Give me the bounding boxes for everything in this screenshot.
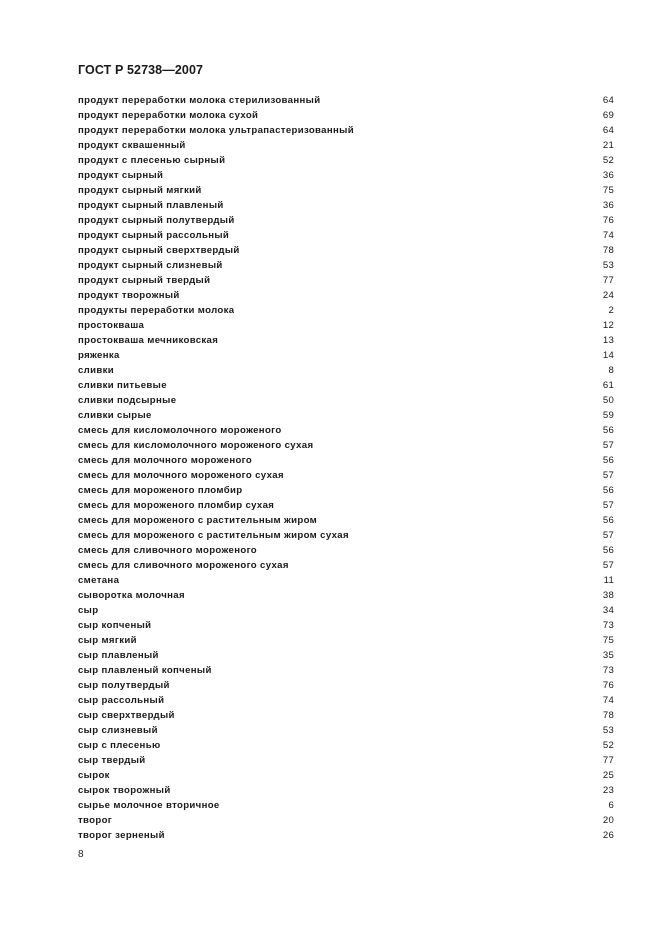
index-entry	[78, 258, 614, 273]
index-entry	[78, 168, 614, 183]
index-term: сыр плавленый	[78, 650, 159, 661]
index-entry	[78, 453, 614, 468]
index-page-ref: 50	[602, 395, 614, 406]
index-term: смесь для кисломолочного мороженого сухая	[78, 440, 314, 451]
index-entry	[78, 378, 614, 393]
index-term: сыр плавленый копченый	[78, 665, 212, 676]
index-term: продукт переработки молока стерилизованный	[78, 95, 321, 106]
index-term: простокваша мечниковская	[78, 335, 219, 346]
index-entry	[78, 408, 614, 423]
index-entry	[78, 783, 614, 798]
index-term: творог	[78, 815, 113, 826]
index-entry	[78, 588, 614, 603]
index-page-ref: 6	[608, 800, 614, 811]
index-entry	[78, 423, 614, 438]
index-term: продукт переработки молока сухой	[78, 110, 259, 121]
index-entry	[78, 498, 614, 513]
index-term: сметана	[78, 575, 120, 586]
index-term: смесь для кисломолочного мороженого	[78, 425, 282, 436]
index-page-ref: 77	[602, 755, 614, 766]
index-page-ref: 52	[602, 740, 614, 751]
index-term: сыр слизневый	[78, 725, 158, 736]
index-page-ref: 23	[602, 785, 614, 796]
index-entry	[78, 528, 614, 543]
index-entry	[78, 198, 614, 213]
index-entry	[78, 813, 614, 828]
index-term: продукт сырный твердый	[78, 275, 211, 286]
index-term: сыр сверхтвердый	[78, 710, 175, 721]
index-entry	[78, 693, 614, 708]
index-page-ref: 25	[602, 770, 614, 781]
index-page-ref: 8	[608, 365, 614, 376]
index-term: продукт сквашенный	[78, 140, 186, 151]
index-entry	[78, 738, 614, 753]
index-page-ref: 38	[602, 590, 614, 601]
index-term: смесь для молочного мороженого сухая	[78, 470, 284, 481]
index-entry	[78, 768, 614, 783]
index-page-ref: 56	[602, 515, 614, 526]
index-entry	[78, 618, 614, 633]
index-entry	[78, 708, 614, 723]
index-page-ref: 76	[602, 215, 614, 226]
index-term: смесь для мороженого с растительным жиром	[78, 515, 318, 526]
index-page-ref: 75	[602, 185, 614, 196]
index-page-ref: 56	[602, 545, 614, 556]
index-term: сливки подсырные	[78, 395, 177, 406]
index-page-ref: 56	[602, 425, 614, 436]
index-term: смесь для сливочного мороженого	[78, 545, 257, 556]
index-entry	[78, 513, 614, 528]
index-page-ref: 78	[602, 245, 614, 256]
index-page-ref: 57	[602, 470, 614, 481]
index-entry	[78, 483, 614, 498]
index-term: продукт сырный слизневый	[78, 260, 223, 271]
page-number: 8	[78, 849, 84, 860]
index-entry	[78, 213, 614, 228]
index-page-ref: 57	[602, 530, 614, 541]
index-page-ref: 61	[602, 380, 614, 391]
index-page-ref: 34	[602, 605, 614, 616]
index-term: продукт сырный рассольный	[78, 230, 230, 241]
index-term: творог зерненый	[78, 830, 165, 841]
index-page-ref: 74	[602, 230, 614, 241]
page-title: ГОСТ Р 52738—2007	[78, 63, 204, 77]
index-page-ref: 36	[602, 200, 614, 211]
index-term: продукт переработки молока ультрапастеризованный	[78, 125, 354, 136]
index-page-ref: 20	[602, 815, 614, 826]
index-entry	[78, 93, 614, 108]
index-entry	[78, 348, 614, 363]
index-entry	[78, 663, 614, 678]
index-page-ref: 64	[602, 95, 614, 106]
index-term: сыр твердый	[78, 755, 146, 766]
index-entry	[78, 303, 614, 318]
index-page-ref: 69	[602, 110, 614, 121]
index-entry	[78, 603, 614, 618]
index-term: продукт с плесенью сырный	[78, 155, 226, 166]
index-page-ref: 12	[602, 320, 614, 331]
index-page-ref: 74	[602, 695, 614, 706]
index-entry	[78, 723, 614, 738]
index-term: смесь для мороженого с растительным жиром сухая	[78, 530, 349, 541]
index-entry	[78, 108, 614, 123]
index-page-ref: 77	[602, 275, 614, 286]
index-entry	[78, 648, 614, 663]
index-entry	[78, 363, 614, 378]
index-page-ref: 35	[602, 650, 614, 661]
index-entry	[78, 138, 614, 153]
index-term: сырок	[78, 770, 110, 781]
index-term: продукт творожный	[78, 290, 180, 301]
index-entry	[78, 243, 614, 258]
index-term: сыр	[78, 605, 99, 616]
index-entry	[78, 393, 614, 408]
index-entry	[78, 543, 614, 558]
index-page-ref: 36	[602, 170, 614, 181]
index-entry	[78, 798, 614, 813]
index-entry	[78, 333, 614, 348]
index-term: сливки	[78, 365, 115, 376]
index-term: сыр копченый	[78, 620, 152, 631]
alphabetical-index	[78, 93, 614, 843]
index-entry	[78, 288, 614, 303]
index-term: сырок творожный	[78, 785, 171, 796]
index-term: простокваша	[78, 320, 145, 331]
index-entry	[78, 753, 614, 768]
index-page-ref: 52	[602, 155, 614, 166]
index-entry	[78, 153, 614, 168]
index-page-ref: 76	[602, 680, 614, 691]
index-page-ref: 56	[602, 455, 614, 466]
index-term: сырье молочное вторичное	[78, 800, 220, 811]
index-entry	[78, 633, 614, 648]
index-entry	[78, 468, 614, 483]
index-page-ref: 13	[602, 335, 614, 346]
index-term: смесь для молочного мороженого	[78, 455, 253, 466]
index-page-ref: 2	[608, 305, 614, 316]
index-entry	[78, 123, 614, 138]
index-term: сыр мягкий	[78, 635, 137, 646]
index-term: продукт сырный плавленый	[78, 200, 224, 211]
index-term: смесь для мороженого пломбир сухая	[78, 500, 275, 511]
index-term: смесь для мороженого пломбир	[78, 485, 243, 496]
index-page-ref: 78	[602, 710, 614, 721]
index-term: продукт сырный полутвердый	[78, 215, 235, 226]
index-term: ряженка	[78, 350, 120, 361]
index-page-ref: 53	[602, 725, 614, 736]
index-entry	[78, 828, 614, 843]
index-entry	[78, 438, 614, 453]
index-page-ref: 26	[602, 830, 614, 841]
index-page-ref: 14	[602, 350, 614, 361]
index-term: сливки сырые	[78, 410, 152, 421]
index-page-ref: 59	[602, 410, 614, 421]
index-term: сыр с плесенью	[78, 740, 161, 751]
index-term: продукт сырный сверхтвердый	[78, 245, 240, 256]
index-entry	[78, 678, 614, 693]
index-page-ref: 24	[602, 290, 614, 301]
index-term: сыр рассольный	[78, 695, 165, 706]
index-entry	[78, 273, 614, 288]
index-page-ref: 21	[602, 140, 614, 151]
index-page-ref: 73	[602, 665, 614, 676]
index-page-ref: 11	[603, 575, 614, 586]
index-term: продукты переработки молока	[78, 305, 235, 316]
index-page-ref: 57	[602, 440, 614, 451]
index-page-ref: 64	[602, 125, 614, 136]
index-term: продукт сырный	[78, 170, 164, 181]
index-term: сыворотка молочная	[78, 590, 185, 601]
index-entry	[78, 558, 614, 573]
index-term: сливки питьевые	[78, 380, 167, 391]
index-page-ref: 53	[602, 260, 614, 271]
index-term: смесь для сливочного мороженого сухая	[78, 560, 289, 571]
index-page-ref: 57	[602, 560, 614, 571]
index-page-ref: 56	[602, 485, 614, 496]
index-entry	[78, 573, 614, 588]
index-entry	[78, 318, 614, 333]
index-page-ref: 57	[602, 500, 614, 511]
index-page-ref: 73	[602, 620, 614, 631]
index-entry	[78, 228, 614, 243]
index-term: продукт сырный мягкий	[78, 185, 202, 196]
index-entry	[78, 183, 614, 198]
index-page-ref: 75	[602, 635, 614, 646]
index-term: сыр полутвердый	[78, 680, 170, 691]
